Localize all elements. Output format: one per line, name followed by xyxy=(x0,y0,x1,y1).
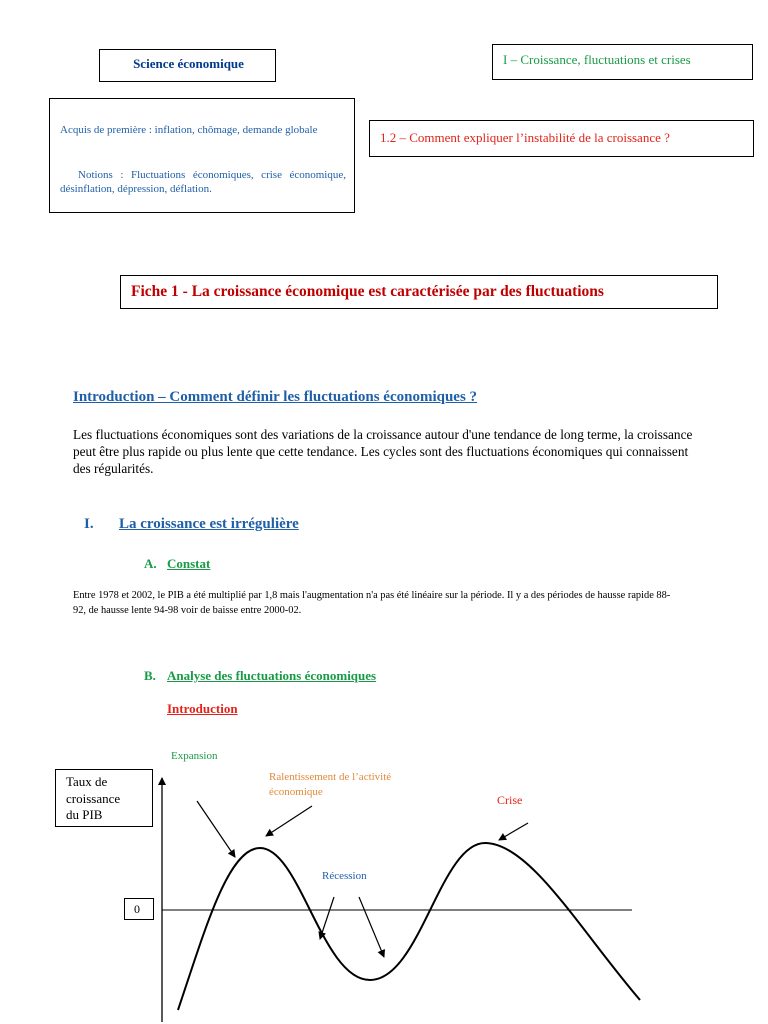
notions-text: Notions : Fluctuations économiques, crise économique, désinflation, dépression, déflation. xyxy=(60,169,346,195)
y-axis-label-line-3: du PIB xyxy=(66,807,103,822)
y-axis-label-line-1: Taux de xyxy=(66,774,108,789)
introduction-heading: Introduction – Comment définir les fluctuations économiques ? xyxy=(73,389,478,405)
recession-arrow-right xyxy=(359,897,384,957)
label-crise: Crise xyxy=(497,793,523,807)
label-ralentissement-line-2: économique xyxy=(269,785,323,798)
label-ralentissement xyxy=(269,770,391,799)
section-title: La croissance est irrégulière xyxy=(119,516,299,532)
question-text: 1.2 – Comment expliquer l’instabilité de la croissance ? xyxy=(380,130,670,145)
ralentissement-arrow xyxy=(266,806,312,836)
growth-cycle-curve xyxy=(178,843,640,1010)
introduction-text: Les fluctuations économiques sont des variations de la croissance autour d'une tendance de long terme, la croissance peut être plus rapide ou plus lente que cette tendance. Les cycles sont des fluctuations économiques qui connaissent des régularités. xyxy=(73,427,693,476)
intro-label: Introduction xyxy=(167,701,238,716)
fiche-title: Fiche 1 - La croissance économique est caractérisée par des fluctuations xyxy=(131,283,604,300)
zero-label: 0 xyxy=(134,902,140,916)
subsection-a-title: Constat xyxy=(167,556,211,571)
recession-arrow-left xyxy=(320,897,334,939)
subsection-b-letter: B. xyxy=(144,668,156,683)
y-axis-label-box xyxy=(55,769,153,827)
subsection-b-title: Analyse des fluctuations économiques xyxy=(167,668,377,683)
crise-arrow xyxy=(499,823,528,840)
y-axis-label-line-2: croissance xyxy=(66,790,121,806)
acquis-text: Acquis de première : inflation, chômage, demande globale xyxy=(60,124,318,136)
label-recession: Récession xyxy=(322,870,367,882)
subject-title: Science économique xyxy=(133,56,244,71)
subsection-a-letter: A. xyxy=(144,556,157,571)
expansion-arrow xyxy=(197,801,235,857)
label-ralentissement-line-1: Ralentissement de l’activité xyxy=(269,771,392,783)
constat-text: Entre 1978 et 2002, le PIB a été multiplié par 1,8 mais l'augmentation n'a pas été linéaire sur la période. Il y a des périodes de hausse rapide 88-92, de hausse lente 94-98 voir de baisse entre 2000-02. xyxy=(73,590,671,616)
zero-label-box xyxy=(124,898,154,920)
section-number: I. xyxy=(84,516,94,532)
label-expansion: Expansion xyxy=(171,750,218,762)
chapter-title: I – Croissance, fluctuations et crises xyxy=(503,52,691,67)
